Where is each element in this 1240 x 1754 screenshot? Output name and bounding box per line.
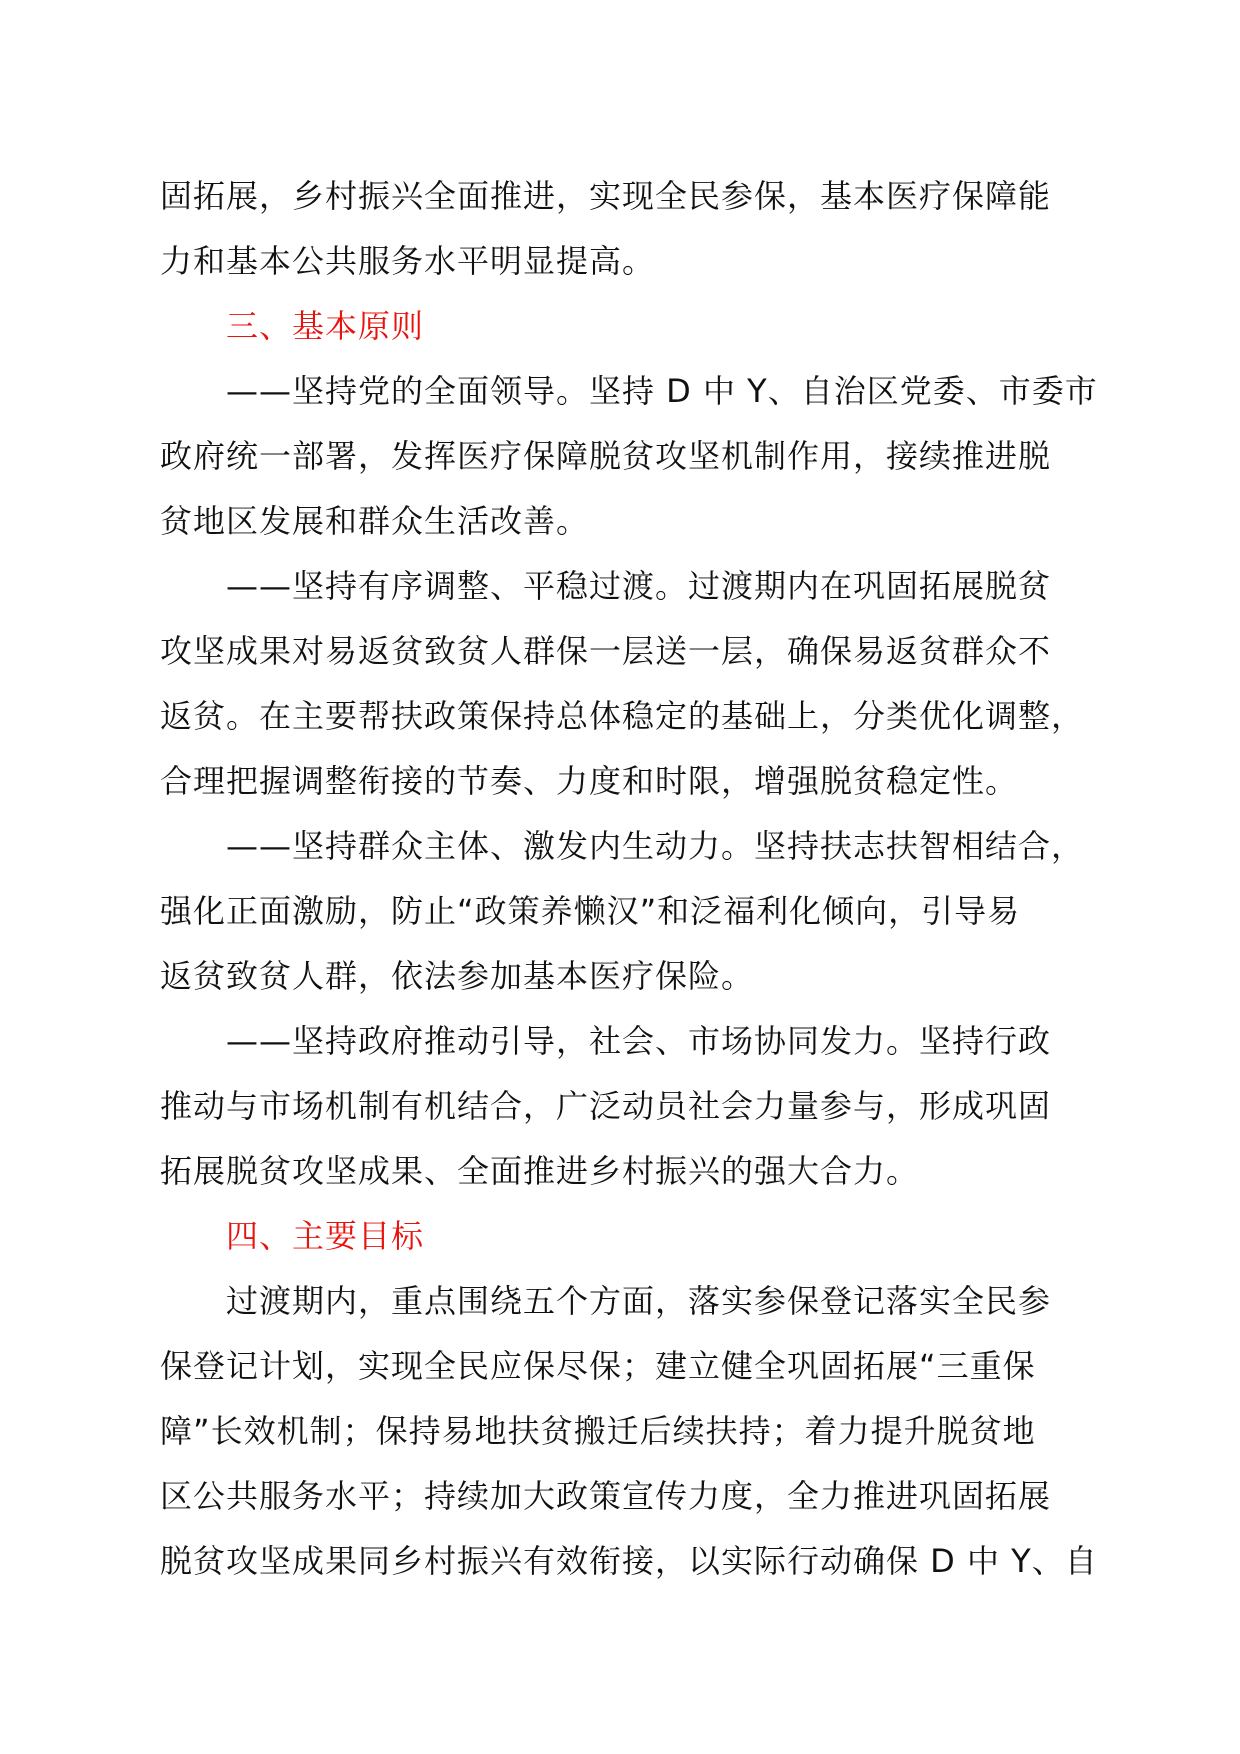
text-line: 障”长效机制；保持易地扶贫搬迁后续扶持；着力提升脱贫地	[160, 1412, 1036, 1450]
text-line: 力和基本公共服务水平明显提高。	[160, 242, 656, 280]
text-line: ——坚持群众主体、激发内生动力。坚持扶志扶智相结合，	[226, 827, 1085, 865]
text-line: 固拓展，乡村振兴全面推进，实现全民参保，基本医疗保障能	[160, 177, 1052, 215]
text-line: 拓展脱贫攻坚成果、全面推进乡村振兴的强大合力。	[160, 1152, 920, 1190]
text-line: 推动与市场机制有机结合，广泛动员社会力量参与，形成巩固	[160, 1087, 1052, 1125]
text-line: ——坚持党的全面领导。坚持 D 中 Y、自治区党委、市委市	[226, 372, 1098, 410]
text-line: 强化正面激励，防止“政策养懒汉”和泛福利化倾向，引导易	[160, 892, 1021, 930]
text-line: ——坚持政府推动引导，社会、市场协同发力。坚持行政	[226, 1022, 1052, 1060]
text-line: 保登记计划，实现全民应保尽保；建立健全巩固拓展“三重保	[160, 1347, 1036, 1385]
text-line: ——坚持有序调整、平稳过渡。过渡期内在巩固拓展脱贫	[226, 567, 1052, 605]
document-page	[160, 164, 1120, 1594]
section-heading-principles: 三、基本原则	[226, 307, 425, 345]
text-line: 返贫。在主要帮扶政策保持总体稳定的基础上，分类优化调整，	[160, 697, 1085, 735]
text-line: 合理把握调整衔接的节奏、力度和时限，增强脱贫稳定性。	[160, 762, 1019, 800]
section-heading-goals: 四、主要目标	[226, 1217, 425, 1255]
text-line: 攻坚成果对易返贫致贫人群保一层送一层，确保易返贫群众不	[160, 632, 1052, 670]
text-line: 政府统一部署，发挥医疗保障脱贫攻坚机制作用，接续推进脱	[160, 437, 1052, 475]
text-line: 返贫致贫人群，依法参加基本医疗保险。	[160, 957, 755, 995]
text-line: 贫地区发展和群众生活改善。	[160, 502, 590, 540]
text-line: 脱贫攻坚成果同乡村振兴有效衔接，以实际行动确保 D 中 Y、自	[160, 1542, 1098, 1580]
text-line: 区公共服务水平；持续加大政策宣传力度，全力推进巩固拓展	[160, 1477, 1052, 1515]
text-line: 过渡期内，重点围绕五个方面，落实参保登记落实全民参	[226, 1282, 1052, 1320]
